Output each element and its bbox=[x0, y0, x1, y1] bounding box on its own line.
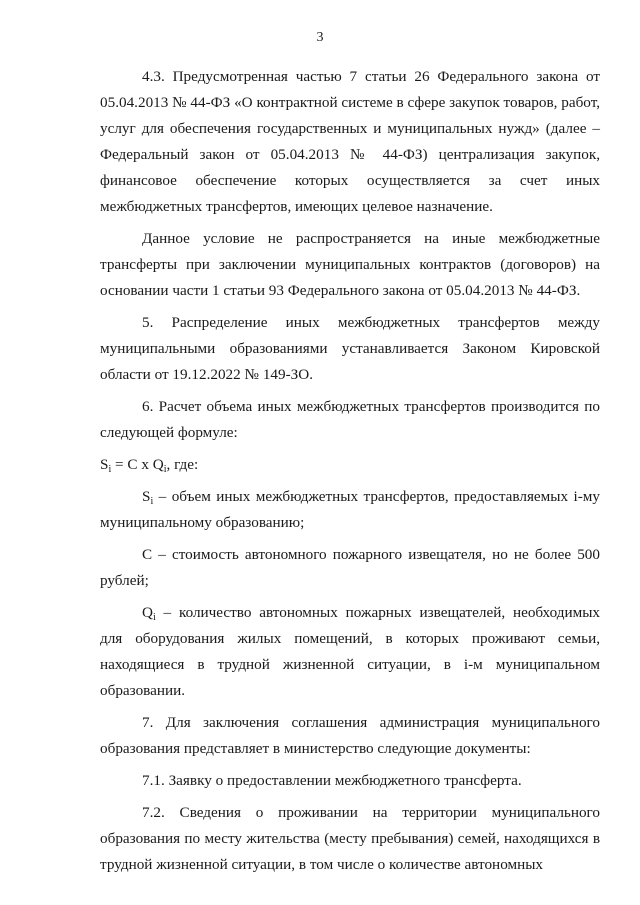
si-symbol: S bbox=[142, 488, 151, 505]
si-text: – объем иных межбюджетных трансфертов, предоставляемых i-му муниципальному образованию; bbox=[100, 488, 600, 531]
document-body bbox=[100, 64, 600, 884]
paragraph-4-3: 4.3. Предусмотренная частью 7 статьи 26 Федерального закона от 05.04.2013 № 44-ФЗ «О контрактной системе в сфере закупок товаров, работ, услуг для обеспечения государственных и муниципальных нужд» (далее – Федеральный закон от 05.04.2013 № 44-ФЗ) централизация закупок, финансовое обеспечение которых осуществляется за счет иных межбюджетных трансфертов, имеющих целевое назначение. bbox=[100, 68, 600, 215]
qi-text: – количество автономных пожарных извещателей, необходимых для оборудования жилых помещений, в которых проживают семьи, находящиеся в трудной жизненной ситуации, в i-м муниципальном образовании. bbox=[100, 604, 600, 699]
page-number: 3 bbox=[316, 30, 324, 45]
formula-mid: = C x Q bbox=[111, 456, 164, 473]
formula-tail: , где: bbox=[166, 456, 199, 473]
formula-s: S bbox=[100, 456, 109, 473]
paragraph-4-3-condition: Данное условие не распространяется на иные межбюджетные трансферты при заключении муниципальных контрактов (договоров) на основании части 1 статьи 93 Федерального закона от 05.04.2013 № 44-ФЗ. bbox=[100, 230, 600, 299]
paragraph-7: 7. Для заключения соглашения администрация муниципального образования представляет в министерство следующие документы: bbox=[100, 714, 600, 757]
paragraph-7-1: 7.1. Заявку о предоставлении межбюджетного трансферта. bbox=[142, 772, 522, 789]
definition-c: С – стоимость автономного пожарного извещателя, но не более 500 рублей; bbox=[100, 546, 600, 589]
paragraph-6: 6. Расчет объема иных межбюджетных трансфертов производится по следующей формуле: bbox=[100, 398, 600, 441]
definition-si bbox=[100, 484, 600, 536]
paragraph-7-2: 7.2. Сведения о проживании на территории муниципального образования по месту жительства (месту пребывания) семей, находящихся в трудной жизненной ситуации, в том числе о количестве автономных bbox=[100, 804, 600, 873]
qi-symbol: Q bbox=[142, 604, 153, 621]
formula-s-sub: i bbox=[108, 464, 112, 475]
si-subscript: i bbox=[150, 496, 154, 507]
definition-qi bbox=[100, 600, 600, 704]
formula bbox=[100, 452, 600, 478]
paragraph-5: 5. Распределение иных межбюджетных трансфертов между муниципальными образованиями устанавливается Законом Кировской области от 19.12.2022 № 149-ЗО. bbox=[100, 314, 600, 383]
formula-q-sub: i bbox=[163, 464, 167, 475]
qi-subscript: i bbox=[152, 612, 156, 623]
